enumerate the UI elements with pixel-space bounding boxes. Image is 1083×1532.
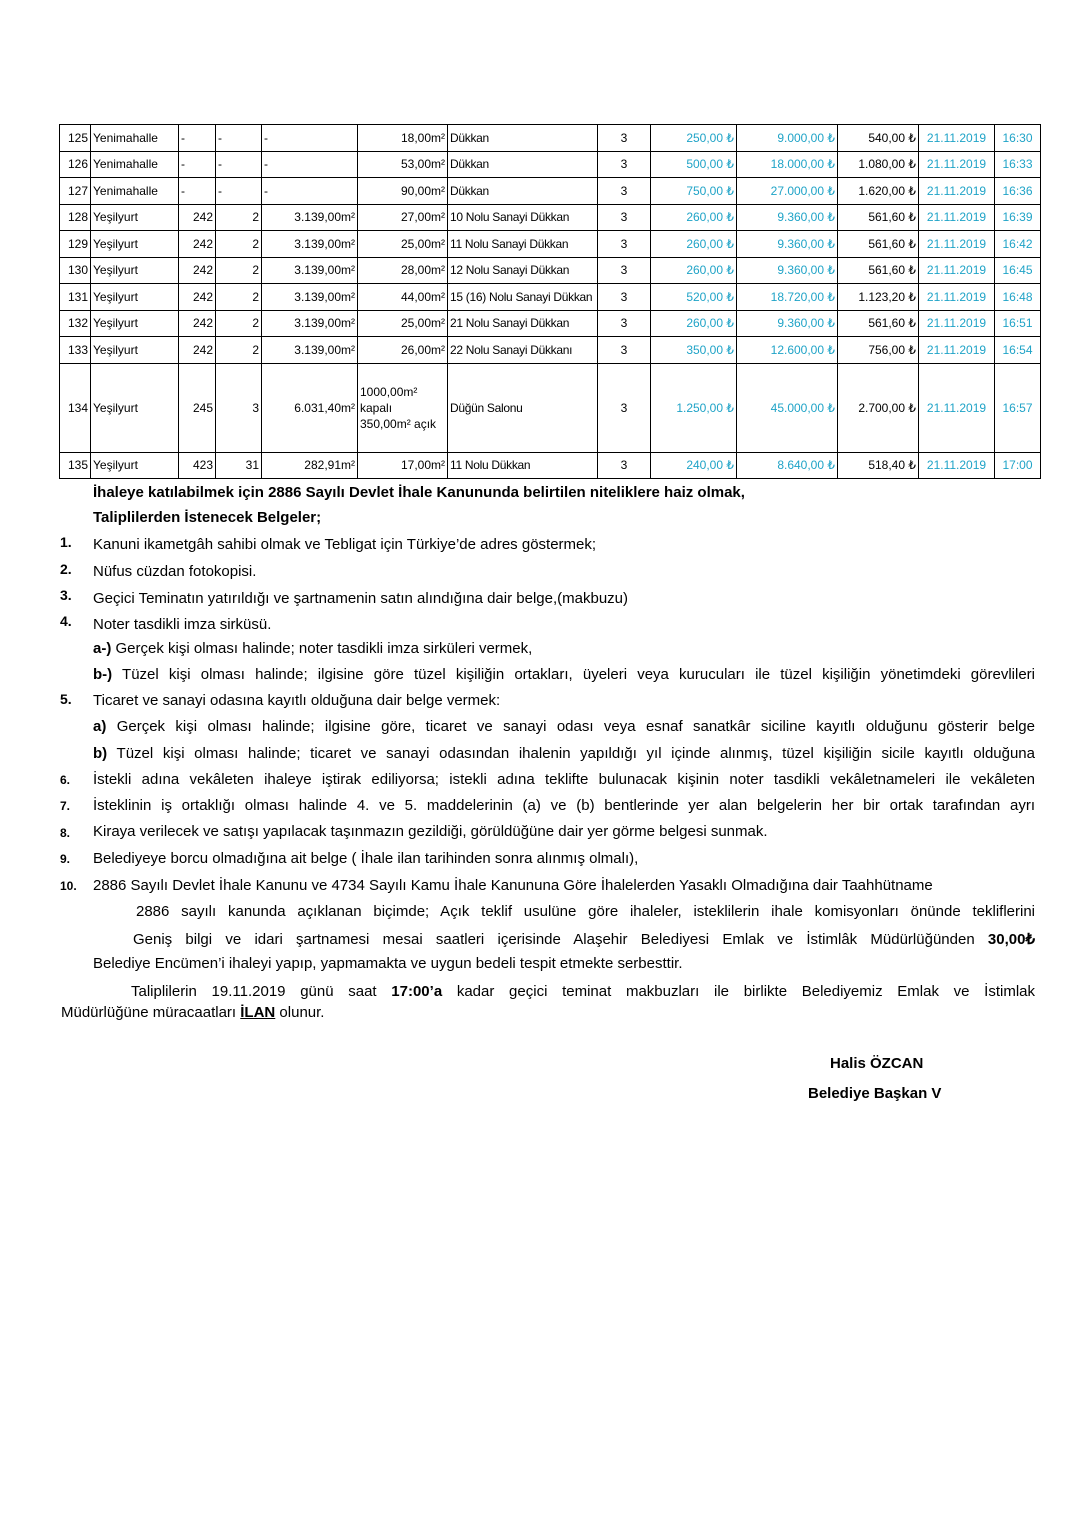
cell-monthly-rent: 260,00 ₺ xyxy=(651,231,737,258)
cell-parcel-area: 3.139,00m² xyxy=(262,310,358,337)
cell-no: 128 xyxy=(60,204,91,231)
cell-location: Yenimahalle xyxy=(91,178,179,205)
cell-deposit: 540,00 ₺ xyxy=(838,125,919,152)
item-number: 8. xyxy=(60,826,71,840)
cell-deposit: 518,40 ₺ xyxy=(838,452,919,479)
cell-parcel-area: 6.031,40m² xyxy=(262,363,358,452)
cell-no: 125 xyxy=(60,125,91,152)
cell-total: 9.360,00 ₺ xyxy=(737,257,838,284)
cell-term: 3 xyxy=(598,284,651,311)
item-text: İsteklinin iş ortaklığı olması halinde 4. ve 5. maddelerinin (a) ve (b) bentlerinde yer alan belgelerin her bir ortak tarafından ayrı xyxy=(93,797,1035,814)
cell-date: 21.11.2019 xyxy=(919,363,995,452)
item-number: 7. xyxy=(60,799,71,813)
table-row xyxy=(60,231,1041,258)
cell-description: Dükkan xyxy=(448,178,598,205)
cell-no: 126 xyxy=(60,151,91,178)
cell-location: Yeşilyurt xyxy=(91,310,179,337)
cell-parcel: 2 xyxy=(216,337,262,364)
announcement-line xyxy=(61,1004,324,1021)
cell-term: 3 xyxy=(598,363,651,452)
cell-deposit: 561,60 ₺ xyxy=(838,257,919,284)
cell-parcel-area: - xyxy=(262,125,358,152)
cell-deposit: 1.080,00 ₺ xyxy=(838,151,919,178)
cell-date: 21.11.2019 xyxy=(919,125,995,152)
cell-area xyxy=(358,363,448,452)
cell-parcel: 3 xyxy=(216,363,262,452)
item-number: 2. xyxy=(60,561,72,577)
cell-deposit: 1.123,20 ₺ xyxy=(838,284,919,311)
spec-price: 30,00₺ xyxy=(987,931,1035,948)
table-body xyxy=(60,125,1041,479)
cell-no: 133 xyxy=(60,337,91,364)
cell-time: 16:30 xyxy=(995,125,1041,152)
cell-monthly-rent: 520,00 ₺ xyxy=(651,284,737,311)
cell-deposit: 561,60 ₺ xyxy=(838,310,919,337)
cell-area: 26,00m² xyxy=(358,337,448,364)
cell-no: 129 xyxy=(60,231,91,258)
cell-block: 245 xyxy=(179,363,216,452)
cell-monthly-rent: 260,00 ₺ xyxy=(651,204,737,231)
item-number: 6. xyxy=(60,773,71,787)
cell-term: 3 xyxy=(598,337,651,364)
cell-no: 134 xyxy=(60,363,91,452)
item-text: Noter tasdikli imza sirküsü. xyxy=(93,616,272,633)
cell-description: 21 Nolu Sanayi Dükkan xyxy=(448,310,598,337)
cell-area: 53,00m² xyxy=(358,151,448,178)
cell-parcel: 2 xyxy=(216,231,262,258)
cell-time: 16:51 xyxy=(995,310,1041,337)
cell-parcel-area: 3.139,00m² xyxy=(262,204,358,231)
cell-parcel-area: 3.139,00m² xyxy=(262,284,358,311)
cell-parcel-area: 282,91m² xyxy=(262,452,358,479)
cell-date: 21.11.2019 xyxy=(919,310,995,337)
cell-area: 44,00m² xyxy=(358,284,448,311)
cell-block: 242 xyxy=(179,310,216,337)
cell-parcel: 2 xyxy=(216,257,262,284)
cell-area: 25,00m² xyxy=(358,310,448,337)
sub-item-5b xyxy=(93,745,1035,764)
signatory-title: Belediye Başkan V xyxy=(808,1085,942,1102)
cell-area: 28,00m² xyxy=(358,257,448,284)
cell-deposit: 561,60 ₺ xyxy=(838,204,919,231)
sub-item-text: Gerçek kişi olması halinde; noter tasdikli imza sirküleri vermek, xyxy=(111,640,533,657)
cell-total: 45.000,00 ₺ xyxy=(737,363,838,452)
sub-item-text: Tüzel kişi olması halinde; ticaret ve sanayi odasından ihalenin yapıldığı yıl içinde alınmış, tüzel kişiliğin sicile kayıtlı olduğuna xyxy=(107,745,1035,762)
cell-location: Yeşilyurt xyxy=(91,204,179,231)
cell-date: 21.11.2019 xyxy=(919,204,995,231)
item-text: Kiraya verilecek ve satışı yapılacak taşınmazın gezildiği, görüldüğüne dair yer görme belgesi sunmak. xyxy=(93,823,768,840)
cell-total: 8.640,00 ₺ xyxy=(737,452,838,479)
cell-description: 11 Nolu Dükkan xyxy=(448,452,598,479)
cell-parcel: - xyxy=(216,151,262,178)
cell-monthly-rent: 260,00 ₺ xyxy=(651,310,737,337)
cell-total: 27.000,00 ₺ xyxy=(737,178,838,205)
area-line: 350,00m² açık xyxy=(360,416,437,431)
item-number: 3. xyxy=(60,587,72,603)
cell-location: Yenimahalle xyxy=(91,151,179,178)
area-line: kapalı xyxy=(360,400,393,415)
cell-no: 135 xyxy=(60,452,91,479)
cell-no: 130 xyxy=(60,257,91,284)
cell-no: 127 xyxy=(60,178,91,205)
item-number: 10. xyxy=(60,879,77,893)
cell-no: 131 xyxy=(60,284,91,311)
cell-location: Yenimahalle xyxy=(91,125,179,152)
cell-description: 11 Nolu Sanayi Dükkan xyxy=(448,231,598,258)
cell-time: 16:48 xyxy=(995,284,1041,311)
cell-deposit: 561,60 ₺ xyxy=(838,231,919,258)
cell-area: 25,00m² xyxy=(358,231,448,258)
cell-block: 242 xyxy=(179,204,216,231)
cell-date: 21.11.2019 xyxy=(919,452,995,479)
cell-location: Yeşilyurt xyxy=(91,337,179,364)
cell-parcel: - xyxy=(216,125,262,152)
sub-item-text: Gerçek kişi olması halinde; ilgisine göre, ticaret ve sanayi odası veya esnaf sanatkâr siciline kayıtlı olduğunu gösterir belge xyxy=(106,718,1035,735)
cell-term: 3 xyxy=(598,452,651,479)
cell-total: 12.600,00 ₺ xyxy=(737,337,838,364)
cell-date: 21.11.2019 xyxy=(919,284,995,311)
signatory-name: Halis ÖZCAN xyxy=(830,1055,924,1072)
cell-parcel-area: - xyxy=(262,151,358,178)
cell-monthly-rent: 1.250,00 ₺ xyxy=(651,363,737,452)
cell-description: Dükkan xyxy=(448,151,598,178)
cell-time: 17:00 xyxy=(995,452,1041,479)
cell-parcel: 2 xyxy=(216,284,262,311)
table-row xyxy=(60,284,1041,311)
cell-time: 16:33 xyxy=(995,151,1041,178)
cell-term: 3 xyxy=(598,310,651,337)
info-paragraph xyxy=(133,930,1035,948)
sub-item-label: a) xyxy=(93,718,107,735)
cell-location: Yeşilyurt xyxy=(91,231,179,258)
deadline-time: 17:00’a xyxy=(391,983,443,1000)
cell-term: 3 xyxy=(598,257,651,284)
item-text: Nüfus cüzdan fotokopisi. xyxy=(93,563,257,580)
cell-term: 3 xyxy=(598,151,651,178)
cell-time: 16:36 xyxy=(995,178,1041,205)
item-number: 9. xyxy=(60,852,71,866)
cell-block: - xyxy=(179,178,216,205)
deadline-text-post: kadar geçici teminat makbuzları ile birlikte Belediyemiz Emlak ve İstimlak xyxy=(442,983,1035,1000)
cell-time: 16:42 xyxy=(995,231,1041,258)
cell-parcel-area: 3.139,00m² xyxy=(262,337,358,364)
cell-term: 3 xyxy=(598,178,651,205)
sub-item-5a xyxy=(93,718,1035,737)
table-row xyxy=(60,178,1041,205)
table-row xyxy=(60,125,1041,152)
cell-description: 15 (16) Nolu Sanayi Dükkan xyxy=(448,284,598,311)
cell-total: 9.360,00 ₺ xyxy=(737,310,838,337)
cell-block: 242 xyxy=(179,337,216,364)
cell-monthly-rent: 260,00 ₺ xyxy=(651,257,737,284)
item-text: İstekli adına vekâleten ihaleye iştirak ediliyorsa; istekli adına teklifte bulunacak kişinin noter tasdikli vekâletnameleri ile vekâleten xyxy=(93,771,1035,788)
table-row xyxy=(60,337,1041,364)
table-row xyxy=(60,204,1041,231)
cell-area: 18,00m² xyxy=(358,125,448,152)
cell-date: 21.11.2019 xyxy=(919,257,995,284)
cell-parcel: 2 xyxy=(216,204,262,231)
table-row xyxy=(60,363,1041,452)
cell-parcel: 2 xyxy=(216,310,262,337)
info-text: Geniş bilgi ve idari şartnamesi mesai saatleri içerisinde Alaşehir Belediyesi Emlak ve İstimlâk Müdürlüğünden xyxy=(133,931,988,948)
cell-term: 3 xyxy=(598,231,651,258)
item-text: Belediyeye borcu olmadığına ait belge ( İhale ilan tarihinden sonra alınmış olmalı), xyxy=(93,850,639,867)
procedure-paragraph: 2886 sayılı kanunda açıklanan biçimde; Açık teklif usulüne göre ihaleler, isteklilerin ihale komisyonları önünde tekliflerini xyxy=(136,903,1035,920)
cell-parcel: - xyxy=(216,178,262,205)
cell-parcel: 31 xyxy=(216,452,262,479)
cell-block: 423 xyxy=(179,452,216,479)
deadline-text-pre: Taliplilerin 19.11.2019 günü saat xyxy=(131,983,392,1000)
cell-description: Düğün Salonu xyxy=(448,363,598,452)
cell-deposit: 2.700,00 ₺ xyxy=(838,363,919,452)
item-number: 5. xyxy=(60,691,72,707)
cell-time: 16:54 xyxy=(995,337,1041,364)
item-text: Geçici Teminatın yatırıldığı ve şartnamenin satın alındığına dair belge,(makbuzu) xyxy=(93,590,628,607)
table-row xyxy=(60,151,1041,178)
cell-time: 16:45 xyxy=(995,257,1041,284)
committee-paragraph: Belediye Encümen’i ihaleyi yapıp, yapmamakta ve uygun bedeli tespit etmekte serbesttir. xyxy=(93,955,683,972)
sub-item-4b xyxy=(93,666,1035,685)
cell-block: - xyxy=(179,125,216,152)
table-row xyxy=(60,257,1041,284)
table-row xyxy=(60,310,1041,337)
cell-total: 9.360,00 ₺ xyxy=(737,231,838,258)
cell-term: 3 xyxy=(598,125,651,152)
cell-monthly-rent: 250,00 ₺ xyxy=(651,125,737,152)
cell-location: Yeşilyurt xyxy=(91,284,179,311)
cell-total: 18.000,00 ₺ xyxy=(737,151,838,178)
cell-location: Yeşilyurt xyxy=(91,363,179,452)
cell-block: 242 xyxy=(179,257,216,284)
cell-total: 9.000,00 ₺ xyxy=(737,125,838,152)
documents-heading: Taliplilerden İstenecek Belgeler; xyxy=(93,509,322,526)
cell-area: 17,00m² xyxy=(358,452,448,479)
cell-location: Yeşilyurt xyxy=(91,257,179,284)
table-row xyxy=(60,452,1041,479)
sub-item-4a xyxy=(93,640,532,657)
item-text: Kanuni ikametgâh sahibi olmak ve Tebligat için Türkiye’de adres göstermek; xyxy=(93,536,597,553)
cell-parcel-area: 3.139,00m² xyxy=(262,231,358,258)
cell-parcel-area: 3.139,00m² xyxy=(262,257,358,284)
cell-time: 16:39 xyxy=(995,204,1041,231)
sub-item-label: a-) xyxy=(93,640,112,657)
cell-date: 21.11.2019 xyxy=(919,231,995,258)
sub-item-text: Tüzel kişi olması halinde; ilgisine göre tüzel kişiliğin ortakları, üyeleri veya kurucuları ile tüzel kişiliğin yönetimdeki görevlileri xyxy=(112,666,1035,683)
cell-description: 10 Nolu Sanayi Dükkan xyxy=(448,204,598,231)
item-text: 2886 Sayılı Devlet İhale Kanunu ve 4734 Sayılı Kamu İhale Kanununa Göre İhalelerden Yasaklı Olmadığına dair Taahhütname xyxy=(93,877,933,894)
cell-monthly-rent: 350,00 ₺ xyxy=(651,337,737,364)
cell-date: 21.11.2019 xyxy=(919,151,995,178)
item-text: Ticaret ve sanayi odasına kayıtlı olduğuna dair belge vermek: xyxy=(93,692,501,709)
cell-description: Dükkan xyxy=(448,125,598,152)
cell-total: 9.360,00 ₺ xyxy=(737,204,838,231)
cell-block: - xyxy=(179,151,216,178)
announcement-word: İLAN xyxy=(240,1004,276,1021)
cell-date: 21.11.2019 xyxy=(919,337,995,364)
cell-block: 242 xyxy=(179,231,216,258)
cell-description: 22 Nolu Sanayi Dükkanı xyxy=(448,337,598,364)
cell-term: 3 xyxy=(598,204,651,231)
item-number: 4. xyxy=(60,613,72,629)
cell-no: 132 xyxy=(60,310,91,337)
cell-parcel-area: - xyxy=(262,178,358,205)
item-number: 1. xyxy=(60,534,72,550)
cell-location: Yeşilyurt xyxy=(91,452,179,479)
eligibility-heading: İhaleye katılabilmek için 2886 Sayılı Devlet İhale Kanununda belirtilen niteliklere haiz olmak, xyxy=(93,484,745,501)
deadline-paragraph xyxy=(131,983,1035,1000)
cell-total: 18.720,00 ₺ xyxy=(737,284,838,311)
cell-date: 21.11.2019 xyxy=(919,178,995,205)
area-line: 1000,00m² xyxy=(360,384,418,399)
sub-item-label: b-) xyxy=(93,666,113,683)
cell-block: 242 xyxy=(179,284,216,311)
cell-monthly-rent: 750,00 ₺ xyxy=(651,178,737,205)
cell-monthly-rent: 500,00 ₺ xyxy=(651,151,737,178)
auction-table xyxy=(59,124,1041,479)
cell-area: 90,00m² xyxy=(358,178,448,205)
announcement-text-post: olunur. xyxy=(275,1004,325,1021)
sub-item-label: b) xyxy=(93,745,108,762)
cell-time: 16:57 xyxy=(995,363,1041,452)
announcement-text-pre: Müdürlüğüne müracaatları xyxy=(61,1004,241,1021)
cell-area: 27,00m² xyxy=(358,204,448,231)
cell-monthly-rent: 240,00 ₺ xyxy=(651,452,737,479)
cell-description: 12 Nolu Sanayi Dükkan xyxy=(448,257,598,284)
cell-deposit: 1.620,00 ₺ xyxy=(838,178,919,205)
cell-deposit: 756,00 ₺ xyxy=(838,337,919,364)
